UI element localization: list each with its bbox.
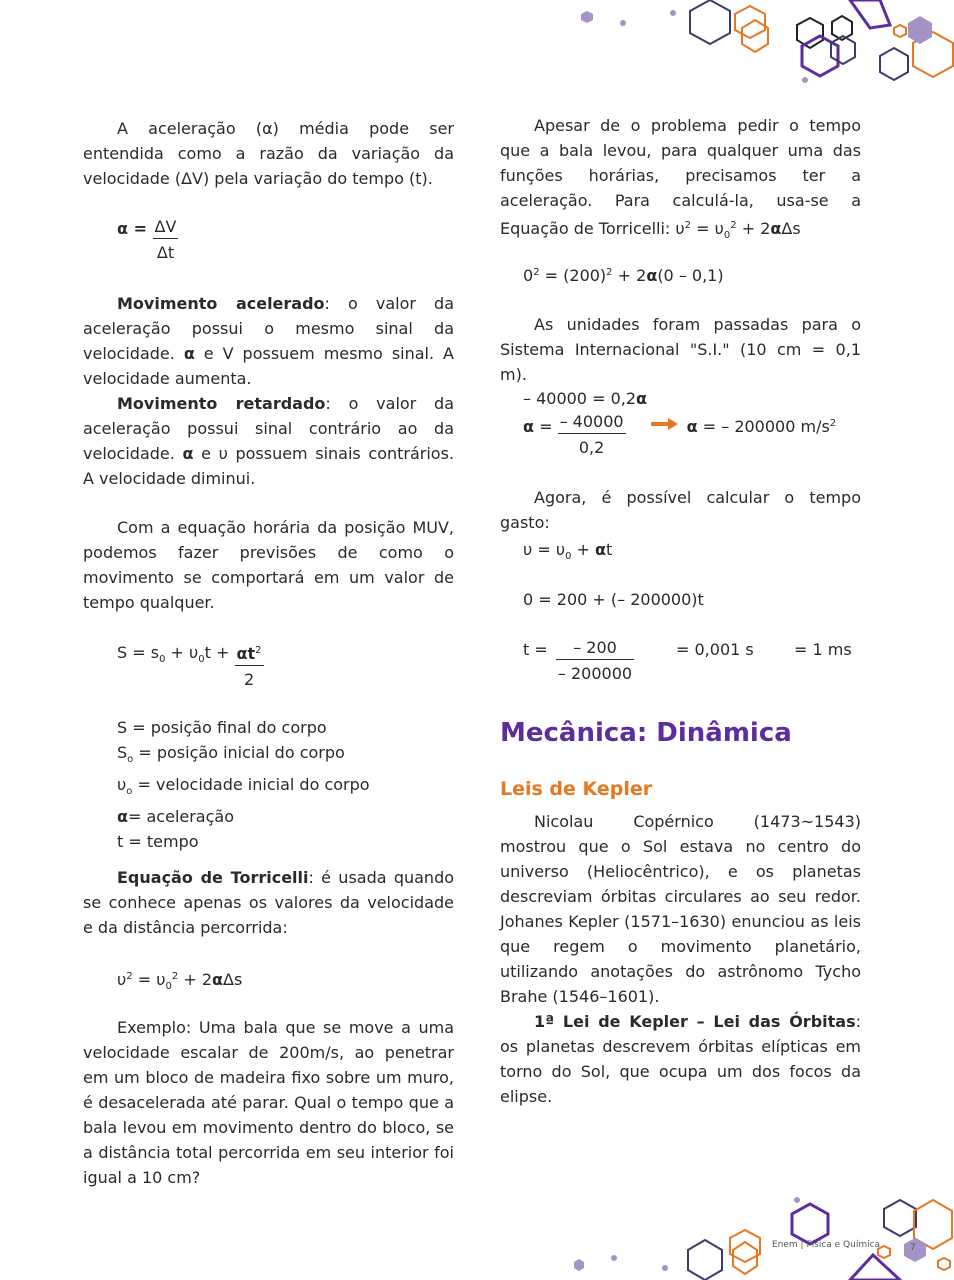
sub: o — [126, 786, 133, 797]
t: = υ — [132, 970, 166, 989]
text: e V possuem mesmo sinal. A velocidade aumenta. — [83, 344, 454, 388]
term-first-law: 1ª Lei de Kepler – Lei das Órbitas — [534, 1012, 856, 1031]
footer-label: Enem | Física e Química — [772, 1240, 881, 1250]
paragraph-text: Com a equação horária da posição MUV, podemos fazer previsões de como o movimento se comportará em um valor de tempo qualquer. — [83, 518, 454, 612]
sup: 2 — [171, 971, 179, 982]
paragraph-si-units — [500, 312, 861, 387]
t: – 200000 m/s — [721, 417, 830, 436]
text: : os planetas descrevem órbitas elípticas em torno do Sol, que ocupa um dos focos da elipse. — [500, 1012, 861, 1106]
t: 0 — [523, 266, 534, 285]
sup: 2 — [606, 267, 613, 278]
term-torricelli: Equação de Torricelli — [117, 868, 309, 887]
t: t — [606, 540, 613, 559]
denominator: 0,2 — [578, 438, 605, 457]
numerator: – 40000 — [558, 411, 626, 434]
alpha: α — [646, 266, 658, 285]
paragraph-torricelli-application — [500, 113, 861, 248]
sub: 0 — [723, 230, 731, 241]
text: Δs — [781, 219, 801, 238]
paragraph-muv — [83, 515, 454, 615]
alpha: α — [212, 970, 223, 989]
section-heading: Mecânica: Dinâmica — [500, 718, 792, 748]
sub: 0 — [165, 981, 172, 992]
legend-item — [117, 715, 370, 740]
legend-item — [117, 772, 370, 804]
sup: 2 — [684, 220, 692, 231]
text: : é usada quando se conhece apenas os valores da velocidade e da distância percorrida: — [83, 868, 455, 937]
arrow-right-icon — [651, 411, 679, 443]
denominator: – 200000 — [557, 664, 633, 683]
sup: 2 — [730, 220, 737, 231]
t: υ — [117, 970, 127, 989]
definition: = posição final do corpo — [127, 718, 327, 737]
t: + — [571, 540, 596, 559]
t: + 2 — [612, 266, 647, 285]
equation-torricelli-substituted — [523, 260, 724, 288]
symbol: S — [117, 718, 128, 737]
t: t + — [204, 643, 235, 662]
symbol: α — [117, 807, 128, 826]
t: (0 – 0,1) — [657, 266, 724, 285]
definition: = tempo — [123, 832, 199, 851]
symbol: t — [117, 832, 124, 851]
result-seconds: = 0,001 s — [676, 640, 754, 659]
text: : o valor da aceleração possui sinal contrário ao da velocidade. — [83, 394, 454, 463]
t: + υ — [165, 643, 199, 662]
formula-torricelli — [117, 964, 242, 999]
t: = — [534, 417, 558, 436]
sub: 0 — [159, 654, 166, 665]
sup: 2 — [533, 267, 540, 278]
paragraph-text: Exemplo: Uma bala que se move a uma velocidade escalar de 200m/s, ao penetrar em um bloco de madeira fixo sobre um muro, é desacelerada até parar. Qual o tempo que a bala levou em movimento dentro do bloco, se a distância total percorrida em seu interior foi igual a 10 cm? — [83, 1018, 454, 1187]
paragraph-kepler — [500, 809, 861, 1109]
formula-position-muv — [117, 640, 264, 694]
numerator: ΔV — [153, 216, 179, 239]
numerator: αt — [236, 644, 256, 663]
definition: = posição inicial do corpo — [133, 743, 345, 762]
paragraph-text: As unidades foram passadas para o Sistema Internacional "S.I." (10 cm = 0,1 m). — [500, 315, 861, 384]
sup: 2 — [829, 418, 837, 429]
paragraph-text: Nicolau Copérnico (1473~1543) mostrou que o Sol estava no centro do universo (Heliocêntrico), e os planetas descreviam órbitas circulares ao seu redor. Johanes Kepler (1571–1630) enunciou as leis que regem o movimento planetário, utilizando anotações do astrônomo Tycho Brahe (1546–1601). — [500, 812, 861, 1006]
term-accelerated: Movimento acelerado — [117, 294, 325, 313]
term-retarded: Movimento retardado — [117, 394, 326, 413]
legend-item — [117, 804, 370, 829]
paragraph-motion-types — [83, 291, 454, 491]
formula-average-acceleration — [117, 216, 178, 267]
equation-substituted: 0 = 200 + (– 200000)t — [523, 590, 704, 609]
alpha: α — [636, 389, 648, 408]
alpha: α — [595, 540, 607, 559]
sup: 2 — [255, 645, 262, 656]
sub: 0 — [198, 654, 205, 665]
t: Δs — [223, 970, 243, 989]
numerator: – 200 — [556, 637, 634, 660]
sub: 0 — [565, 551, 572, 562]
equation-acceleration-solve — [523, 386, 836, 462]
equation-velocity — [523, 537, 612, 569]
alpha: α — [183, 344, 195, 363]
definition: = velocidade inicial do corpo — [132, 775, 370, 794]
legend-item — [117, 829, 370, 854]
text: Apesar de o problema pedir o tempo que a bala levou, para qualquer uma das funções horárias, precisamos ter a aceleração. Para calculá-la, usa-se a Equação de Torricelli: υ — [500, 116, 861, 238]
t: + 2 — [178, 970, 212, 989]
legend-item — [117, 740, 370, 772]
page-number: 7 — [910, 1243, 916, 1253]
hexagon-decoration-bottom — [560, 1190, 954, 1280]
subsection-heading: Leis de Kepler — [500, 778, 653, 800]
paragraph-example — [83, 1015, 454, 1190]
sup: 2 — [126, 971, 133, 982]
denominator: 2 — [243, 670, 255, 689]
result-ms: = 1 ms — [794, 640, 852, 659]
paragraph-time-intro — [500, 485, 861, 535]
symbol: υ — [117, 775, 127, 794]
t: = (200) — [539, 266, 607, 285]
formula-lhs: α = — [117, 219, 153, 238]
t: S = s — [117, 643, 160, 662]
definition: = aceleração — [128, 807, 234, 826]
alpha: α — [770, 219, 782, 238]
paragraph-acceleration-intro — [83, 116, 454, 191]
text: : o valor da aceleração possui o mesmo sinal da velocidade. — [83, 294, 454, 363]
text: = υ — [696, 219, 724, 238]
paragraph-text: A aceleração (α) média pode ser entendida como a razão da variação da velocidade (ΔV) pela variação do tempo (t). — [83, 119, 454, 188]
variable-legend — [117, 715, 370, 854]
text: + 2 — [736, 219, 771, 238]
t: = — [697, 417, 722, 436]
alpha: α — [523, 417, 534, 436]
symbol: S — [117, 743, 128, 762]
denominator: Δt — [156, 243, 175, 262]
hexagon-decoration-top — [560, 0, 954, 100]
alpha: α — [182, 444, 194, 463]
t: – 40000 = 0,2 — [523, 389, 637, 408]
t: υ = υ — [523, 540, 566, 559]
text: e υ possuem sinais contrários. A velocidade diminui. — [83, 444, 455, 488]
alpha: α — [686, 417, 698, 436]
t: t = — [523, 640, 548, 659]
sub: o — [127, 754, 134, 765]
paragraph-torricelli — [83, 865, 454, 940]
equation-time-result — [523, 637, 852, 688]
paragraph-text: Agora, é possível calcular o tempo gasto: — [500, 488, 861, 532]
